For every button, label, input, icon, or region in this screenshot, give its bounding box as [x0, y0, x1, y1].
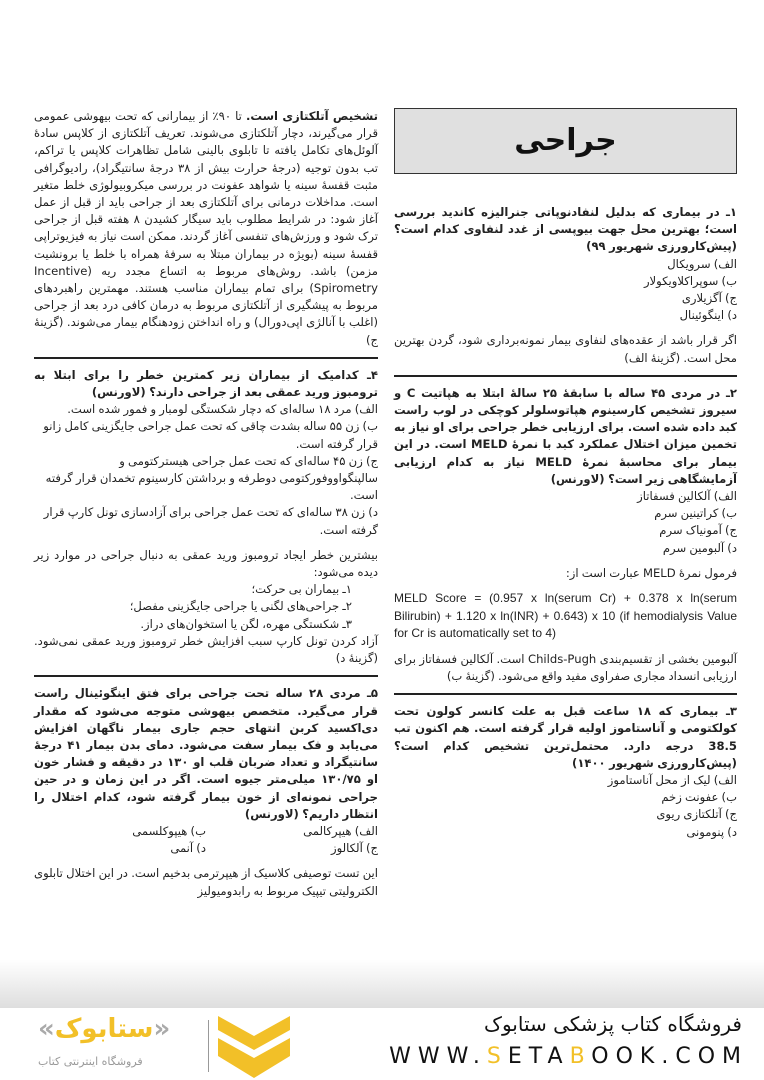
website-url[interactable]: WWW.SETABOOK.COM — [389, 1044, 748, 1069]
chapter-title-box — [394, 108, 737, 174]
option: ج) آمونیاک سرم — [659, 523, 737, 538]
bold-lead: تشخیص آتلکتازی است. — [245, 109, 378, 123]
divider — [34, 675, 378, 677]
footer-banner — [0, 1008, 764, 1080]
divider — [34, 357, 378, 359]
option: د) پنومونی — [686, 824, 737, 839]
page-fade — [0, 960, 764, 1008]
divider — [394, 375, 737, 377]
answer-atelectasis — [34, 108, 378, 349]
question-text: ۴ـ کدامیک از بیماران زیر کمترین خطر را برای ابتلا به ترومبوز ورید عمقی بعد از جراحی دارند؟ (لاورنس) — [34, 367, 378, 400]
right-column — [394, 108, 737, 849]
question-text: ۱ـ در بیماری که بدلیل لنفادنوپاتی جنرالیزه کاندید بررسی است؛ بهترین محل جهت بیوپسی از غدد لنفاوی کدام است؟ (پیش‌کارورزی شهریور ۹۹) — [394, 205, 737, 254]
question-text: ۳ـ بیماری که ۱۸ ساعت قبل به علت کانسر کولون تحت کولکتومی و آناستاموز اولیه قرار گرفته است. هم اکنون تب 38.5 درجه دارد. محتمل‌ترین تشخیص کدام است؟ (پیش‌کارورزی شهریور ۱۴۰۰) — [394, 704, 737, 770]
setabook-shield-logo-icon — [218, 1016, 290, 1078]
option: الف) آلکالین فسفاتاز — [637, 489, 737, 504]
question-4 — [34, 367, 378, 539]
option: ب) عفونت زخم — [661, 790, 737, 805]
paragraph: بیشترین خطر ایجاد ترومبوز ورید عمقی به دنبال جراحی در موارد زیر دیده می‌شود: — [34, 547, 378, 580]
option: الف) هیپرکالمی — [303, 823, 378, 838]
option: ج) آگزیلاری — [681, 291, 737, 306]
divider — [394, 693, 737, 695]
list-item: ۲ـ جراحی‌های لگنی یا جراحی جایگزینی مفصل؛ — [129, 599, 352, 614]
question-5 — [34, 685, 378, 857]
meld-formula: MELD Score = (0.957 x ln(serum Cr) + 0.378 x ln(serum Bilirubin) + 1.120 x ln(INR) + 0.643) x 10 (if hemodialysis Value for Cr is automatically set to 4) — [394, 591, 737, 641]
explanation-4 — [34, 547, 378, 667]
question-1 — [394, 204, 737, 324]
option: د) زن ۳۸ ساله‌ای که تحت عمل جراحی برای آزادسازی تونل کارپ قرار گرفته است. — [43, 505, 378, 537]
option: د) آنمی — [170, 841, 206, 856]
option: ب) کراتینین سرم — [654, 506, 737, 521]
option: ب) زن ۵۵ ساله بشدت چاقی که تحت عمل جراحی جایگزینی کامل زانو قرار گرفته است. — [43, 419, 378, 451]
option: ج) آتلکتازی ریوی — [656, 807, 737, 822]
question-3 — [394, 703, 737, 841]
setabook-wordmark-logo: «ستابوک» — [38, 1014, 171, 1044]
answer-2: آلبومین بخشی از تقسیم‌بندی Childs-Pugh است. آلکالین فسفاتاز برای ارزیابی انسداد مجاری صفراوی مفید واقع می‌شود. (گزینهٔ ب) — [394, 651, 737, 684]
shop-name: فروشگاه کتاب پزشکی ستابوک — [484, 1012, 742, 1036]
answer-4: آزاد کردن تونل کارپ سبب افزایش خطر ترومبوز ورید عمقی نمی‌شود. (گزینهٔ د) — [34, 633, 378, 666]
formula-intro: فرمول نمرهٔ MELD عبارت است از: — [565, 565, 737, 580]
question-text: ۲ـ در مردی ۴۵ ساله با سابقهٔ ۲۵ سالهٔ ابتلا به هپاتیت C و سیروز تشخیص کارسینوم هپاتوسلولر کوچکی در لوب راست کبد داده شده است. برای ارزیابی خطر جراحی برای او نیاز به تخمین میزان اختلال عملکرد کبد با نمرهٔ MELD است. در این بیمار برای محاسبهٔ نمرهٔ MELD نیاز به کدام ارزیابی آزمایشگاهی زیر است؟ (لاورنس) — [394, 385, 738, 486]
answer-5: این تست توصیفی کلاسیک از هیپرترمی بدخیم است. در این اختلال تابلوی الکترولیتی تیپیک مربوط به رابدومیولیز — [34, 866, 378, 898]
chapter-title: جراحی — [514, 123, 617, 159]
option: الف) سرویکال — [667, 256, 737, 271]
logo-tagline: فروشگاه اینترنتی کتاب — [38, 1055, 143, 1068]
answer-1: اگر قرار باشد از عقده‌های لنفاوی بیمار نمونه‌برداری شود، گردن بهترین محل است. (گزینهٔ الف) — [394, 333, 737, 365]
option: ب) هیپوکلسمی — [132, 823, 206, 838]
question-text: ۵ـ مردی ۲۸ ساله تحت جراحی برای فتق اینگوئینال راست قرار می‌گیرد. متخصص بیهوشی متوجه می‌شود که مقدار دی‌اکسید کربن انتهای حجم جاری بیمار ناگهان افزایش می‌یابد و فک بیمار سفت می‌شود. دمای بدن بیمار ۴۱ درجهٔ سانتیگراد و تعداد ضربان قلب او ۱۳۰ در دقیقه و فشار خون او ۱۳۰/۷۵ میلی‌متر جیوه است. اگر در این زمان و در حین جراحی نمونه‌ای از خون بیمار گرفته شود، کدام اختلال را انتظار داریم؟ (لاورنس) — [34, 686, 378, 821]
logo-divider — [208, 1020, 209, 1072]
option: ب) سوپراکلاویکولار — [643, 273, 737, 288]
option: د) آلبومین سرم — [662, 540, 737, 555]
question-2 — [394, 385, 737, 557]
option: الف) مرد ۱۸ ساله‌ای که دچار شکستگی لومبار و فمور شده است. — [67, 402, 378, 417]
list-item: ۱ـ بیماران بی حرکت؛ — [251, 582, 352, 597]
option: ج) آلکالوز — [330, 841, 378, 856]
option: د) اینگوئینال — [679, 308, 737, 323]
option: الف) لیک از محل آناستاموز — [607, 773, 737, 788]
left-column — [34, 108, 378, 908]
list-item: ۳ـ شکستگی مهره، لگن یا استخوان‌های دراز. — [140, 616, 352, 631]
option: ج) زن ۴۵ ساله‌ای که تحت عمل جراحی هیسترکتومی و سالپنگواووفورکتومی دوطرفه و برداشتن کارسینوم تخمدان قرار گرفته است. — [45, 453, 378, 503]
paragraph: تا ۹۰٪ از بیمارانی که تحت بیهوشی عمومی قرار می‌گیرند، دچار آتلکتازی می‌شوند. تعریف آتلکتازی از کلاپس سادهٔ آلوئل‌های تکامل یافته تا تابلوی بالینی شامل تظاهرات کلاپس یا تراکم، تب بدون توجیه (درجهٔ حرارت بیش از ۳۸ درجهٔ سانتیگراد)، رادیوگرافی مثبت قفسهٔ سینه یا شواهد عفونت در بررسی میکروبیولوژی خلط متغیر است. مداخلات درمانی برای آتلکتازی بعد از جراحی باید از قبل از عمل آغاز شود: در شرایط مطلوب باید سیگار کشیدن ۸ هفته قبل از جراحی ترک شود و ورزش‌های تنفسی آغاز گردند. ممکن است نیاز به فیزیوتراپی قفسهٔ سینه (بویژه در بیماران مبتلا به سرفهٔ همراه با خلط یا برونشیت مزمن) باشد. روش‌های مربوط به اتساع مجدد ریه (Incentive Spirometry) برای تمام بیماران مناسب هستند. مهمترین راهبردهای مربوط به پیشگیری از آتلکتازی مربوط به درمان کافی درد بعد از جراحی (اغلب با آنالژی اپی‌دورال) و راه انداختن زودهنگام بیمار می‌شوند. (گزینهٔ ج) — [34, 109, 378, 347]
